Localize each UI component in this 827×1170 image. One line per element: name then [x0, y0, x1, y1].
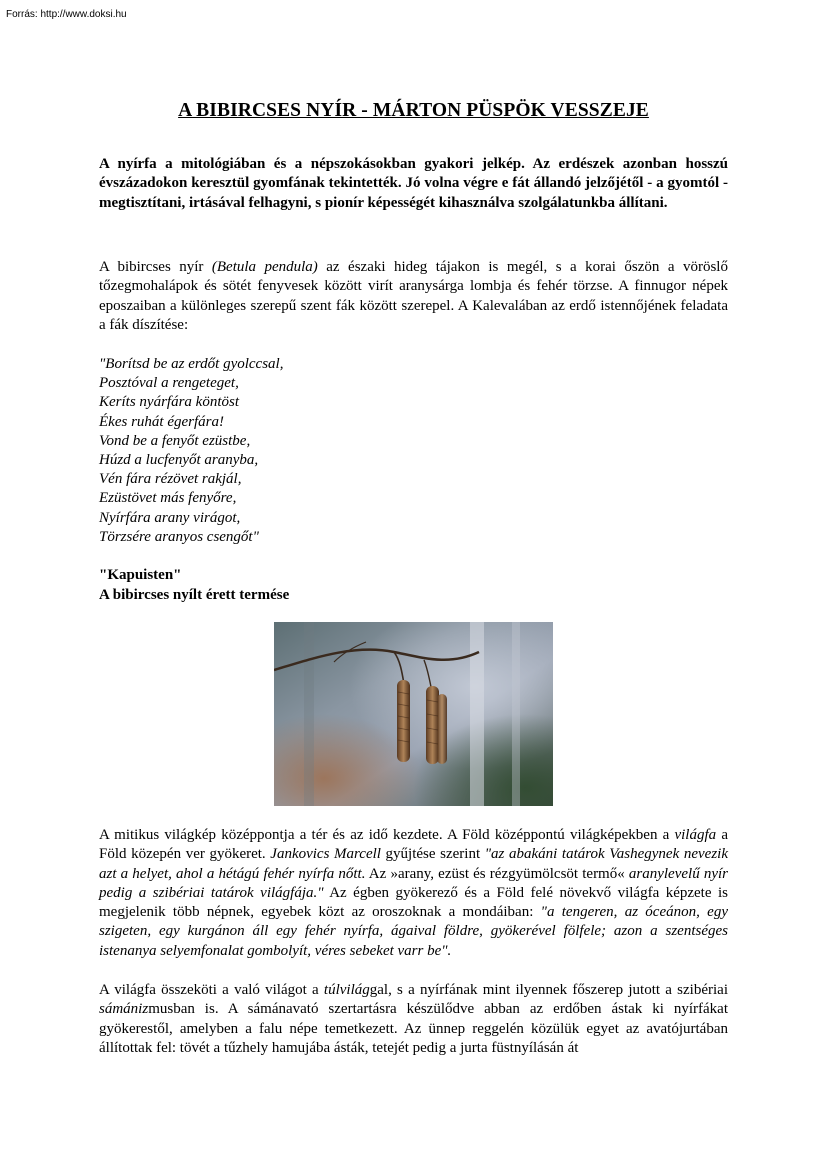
- text-run: A mitikus világkép középpontja a tér és az idő kezdete. A Föld középpontú világképekben a: [99, 827, 675, 843]
- latin-name: (Betula pendula): [211, 259, 318, 275]
- text-run-italic: világfa: [674, 827, 717, 843]
- text-run: musban is. A sámánavató szertartásra készülődve abban az erdőben ástak ki nyírfákat gyökerestől, amelyben a falu népe temetkezett. Az ünnep reggelén közülük egyet az avatójurtában állítottak fel: tövét a tűzhely hamujába ásták, tetejét pedig a jurta füstnyílásán át: [99, 1001, 728, 1056]
- poem-line: Keríts nyárfára köntöst: [99, 394, 240, 411]
- poem-line: Ékes ruhát égerfára!: [99, 413, 224, 430]
- paragraph-world-tree: [99, 826, 728, 961]
- poem-line: Nyírfára arany virágot,: [99, 509, 241, 526]
- poem-line: Posztóval a rengeteget,: [99, 375, 239, 392]
- text-run: gal, s a nyírfának mint ilyennek főszerep jutott a szibériai: [369, 982, 728, 998]
- text-run-italic: túlvilág: [323, 982, 370, 998]
- lead-paragraph: A nyírfa a mitológiában és a népszokásokban gyakori jelkép. Az erdészek azonban hosszú évszázadokon keresztül gyomfának tekintették. Jó volna végre e fát állandó jelzőjétől - a gyomtól - megtisztítani, irtásával felhagyni, s pionír képességét kihasználva szolgálatunkba állítani.: [99, 156, 728, 211]
- source-note: Forrás: http://www.doksi.hu: [6, 9, 127, 20]
- poem-line: Húzd a lucfenyőt aranyba,: [99, 452, 259, 469]
- photo-caption: [99, 566, 289, 605]
- text-run-italic: sámániz: [99, 1001, 149, 1018]
- paragraph-shamanism: [99, 981, 728, 1058]
- caption-subtitle: A bibircses nyílt érett termése: [99, 586, 290, 603]
- poem-line: Vén fára rézövet rakjál,: [99, 471, 242, 488]
- text-run: Az égben gyökerező és a Föld felé növekvő világfa képzete is megjelenik több népnek, egyebek közt az oroszoknak a mondáiban:: [99, 884, 728, 921]
- birch-catkin-photo: [274, 622, 553, 806]
- text-run: Az »arany, ezüst és rézgyümölcsöt termő«: [365, 865, 629, 882]
- text-run: A bibircses nyír: [99, 259, 212, 275]
- paragraph-birch-habitat: [99, 258, 728, 335]
- kalevala-poem: [99, 355, 283, 547]
- document-title: A BIBIRCSES NYÍR - MÁRTON PÜSPÖK VESSZEJE: [178, 100, 649, 121]
- text-run-italic: aranylevelű nyír pedig a szibériai tatárok világfája.": [99, 865, 729, 901]
- text-run-italic: Jankovics Marcell: [270, 846, 381, 863]
- text-run: az északi hideg tájakon is megél, s a korai őszön a vöröslő tőzegmohalápok és sötét fenyvesek között virít aranysárga lombja és fehér törzse. A finnugor népek eposzaiban a különleges szerepű szent fák között szerepel. A Kalevalában az erdő istennőjének feladata a fák díszítése:: [99, 259, 728, 333]
- poem-line: Vond be a fenyőt ezüstbe,: [99, 432, 251, 449]
- text-run: a Föld közepén ver gyökeret.: [99, 827, 728, 863]
- text-run: A világfa összeköti a való világot a: [99, 982, 324, 998]
- poem-line: "Borítsd be az erdőt gyolccsal,: [99, 356, 284, 372]
- text-run-italic: "az abakáni tatárok Vashegynek nevezik azt a helyet, ahol a hétágú fehér nyírfa nőtt.: [99, 846, 728, 882]
- text-run-italic: "a tengeren, az óceánon, egy szigeten, egy kurgánon áll egy fehér nyírfa, ágaival földre, gyökerével fölfele; azon a szentséges istenanya selyemfonalat gombolyít, véres sebeket varr be".: [99, 904, 728, 959]
- poem-line: Ezüstövet más fenyőre,: [99, 490, 237, 507]
- text-run: gyűjtése szerint: [380, 846, 485, 863]
- caption-title: "Kapuisten": [99, 567, 182, 583]
- poem-line: Törzsére aranyos csengőt": [99, 528, 259, 545]
